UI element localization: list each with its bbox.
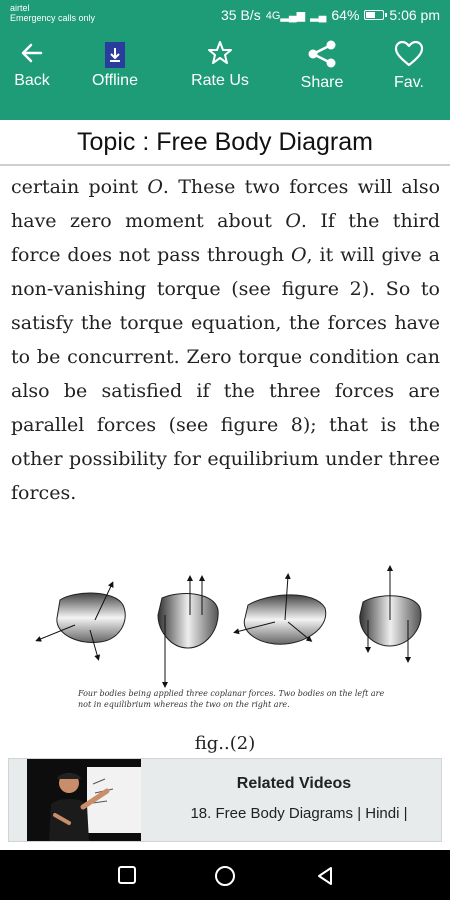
article-text-2: . These two forces will also have zero moment about (11, 176, 441, 232)
star-icon (207, 40, 233, 66)
carrier-name: airtel (10, 3, 30, 13)
favorite-label: Fav. (394, 74, 424, 91)
network-type: 4G (265, 9, 281, 22)
point-o-3: O (290, 244, 307, 266)
signal-icon: 4G▂▄▆ (265, 9, 306, 22)
network-speed: 35 B/s (221, 7, 261, 23)
system-nav-bar (0, 850, 450, 900)
signal-weak-icon: ▂▄ (310, 9, 327, 22)
back-nav-icon[interactable] (314, 865, 336, 887)
article-text-3: . If the third force does not pass through (11, 210, 440, 266)
battery-fill (366, 12, 375, 18)
page-title: Topic : Free Body Diagram (0, 120, 450, 166)
rate-us-button[interactable] (175, 40, 265, 90)
home-icon[interactable] (214, 865, 236, 887)
offline-label: Offline (92, 72, 138, 89)
related-videos-title: Related Videos (236, 775, 352, 792)
battery-percent: 64% (331, 7, 360, 23)
back-label: Back (14, 72, 50, 89)
share-icon (307, 40, 337, 68)
body-3 (236, 576, 326, 644)
download-icon (102, 40, 128, 70)
status-indicators (221, 7, 440, 23)
battery-icon (364, 10, 384, 20)
video-thumbnail[interactable] (27, 759, 141, 841)
related-videos-card[interactable] (8, 758, 442, 842)
body-1 (38, 584, 125, 658)
recent-apps-icon[interactable] (117, 865, 137, 885)
heart-icon (394, 40, 424, 68)
share-label: Share (300, 74, 344, 91)
article-text-4: , it will give a non-vanishing torque (see figure 2). So to satisfy the torque equation, the forces have to be concurrent. Zero torque condition can also be satisfied if the three forces are parallel forces (see figure 8); that is the other possibility for equilibrium under three forces. (11, 244, 440, 504)
offline-button[interactable] (70, 40, 160, 90)
back-arrow-icon (19, 40, 45, 66)
favorite-button[interactable] (364, 40, 450, 92)
figure-label: fig..(2) (194, 733, 256, 754)
thumbnail-image (27, 759, 141, 841)
rate-us-label: Rate Us (191, 72, 249, 89)
body-4 (360, 568, 421, 660)
figure-caption: Four bodies being applied three coplanar forces. Two bodies on the left are not in equilibrium whereas the two on the right are. (78, 689, 385, 709)
clock: 5:06 pm (389, 7, 440, 23)
status-bar (0, 0, 450, 30)
back-button[interactable] (0, 40, 77, 90)
share-button[interactable] (277, 40, 367, 92)
carrier-note: Emergency calls only (10, 13, 96, 23)
article-text-1: certain point (11, 176, 148, 198)
carrier-info (10, 3, 95, 23)
article-text (11, 170, 440, 510)
point-o-1: O (147, 176, 163, 198)
toolbar (0, 30, 450, 120)
body-2 (158, 578, 218, 688)
point-o-2: O (285, 210, 301, 232)
related-video-title[interactable]: 18. Free Body Diagrams | Hindi | (190, 805, 408, 822)
